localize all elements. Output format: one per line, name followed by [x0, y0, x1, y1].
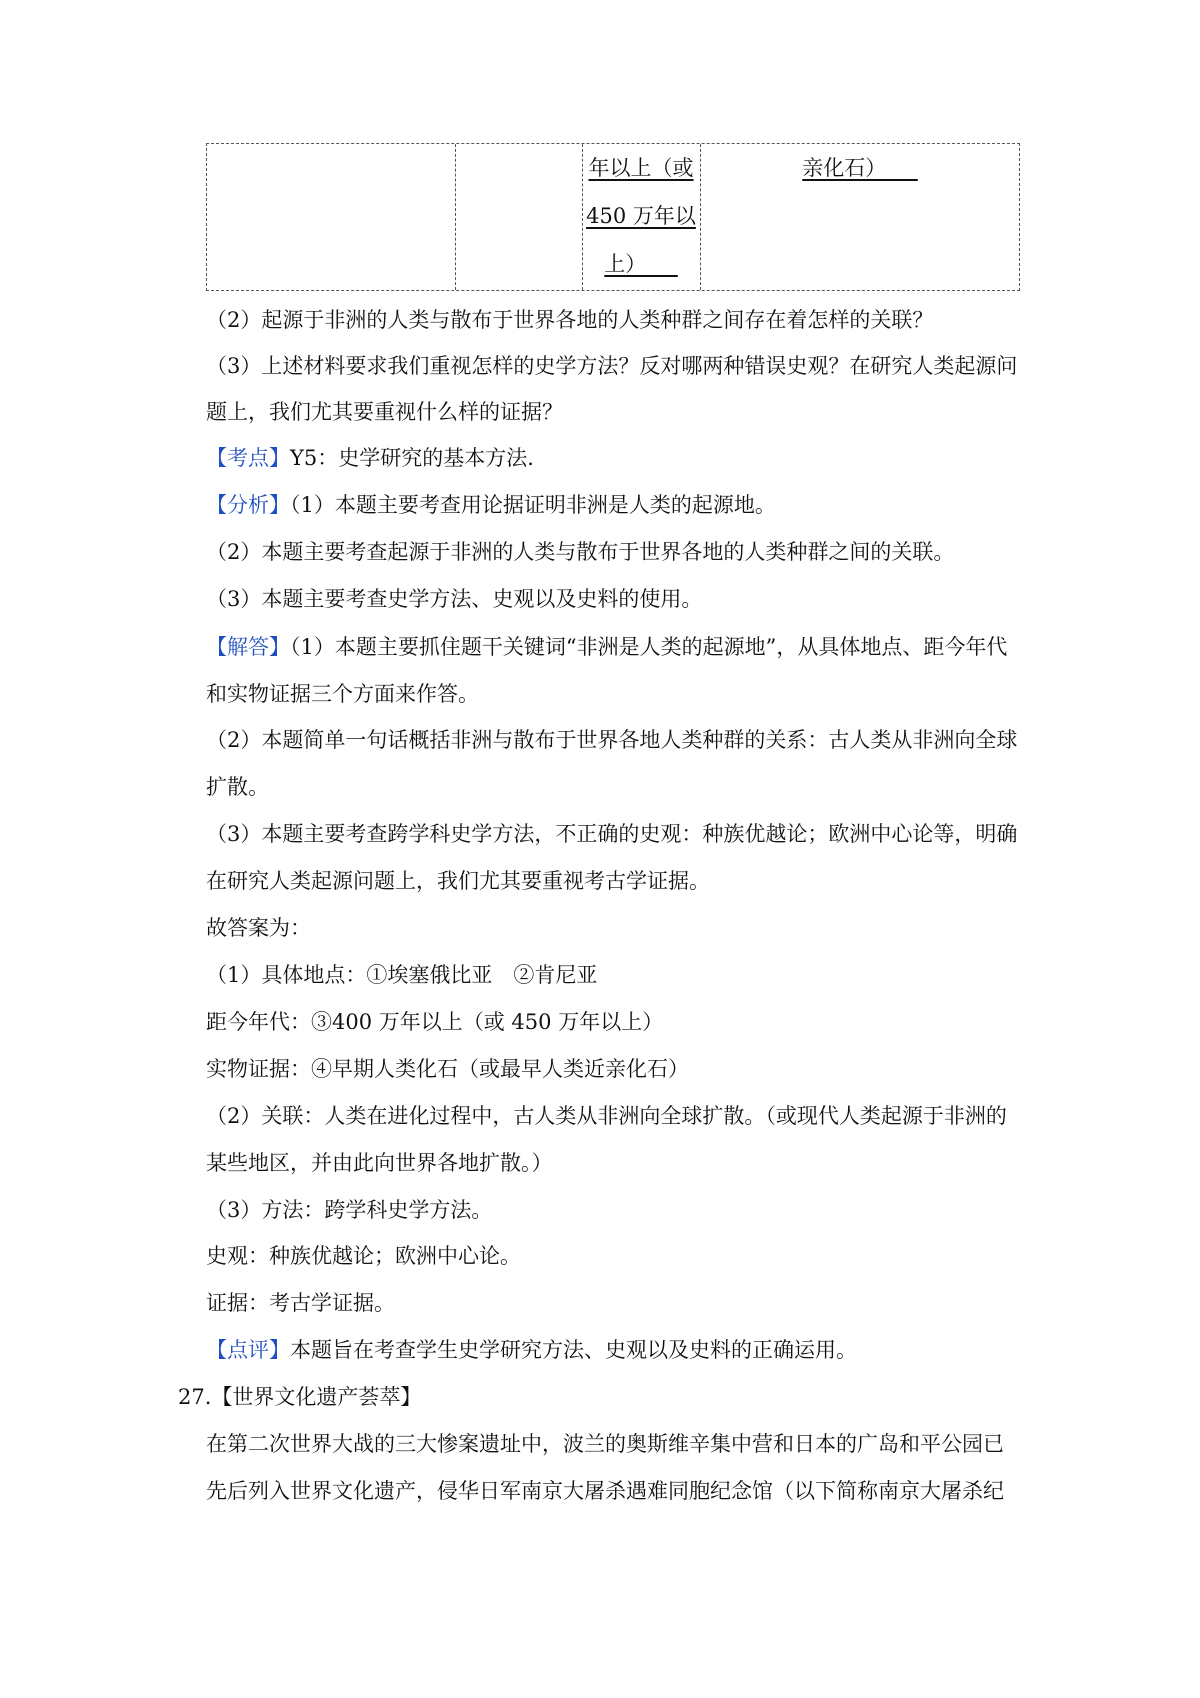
- cell-line: 450 万年以: [586, 204, 696, 228]
- answer-intro: 故答案为：: [206, 916, 311, 940]
- cell-line: 上）___: [604, 252, 678, 276]
- dianping-line: [206, 1335, 857, 1365]
- jieda-2b: 扩散。: [206, 775, 269, 799]
- jieda-line: [206, 632, 1007, 662]
- answer-table: [206, 143, 1020, 291]
- question-3: （3）上述材料要求我们重视怎样的史学方法？反对哪两种错误史观？在研究人类起源问: [206, 354, 1018, 378]
- question-title: 【世界文化遗产荟萃】: [211, 1385, 422, 1409]
- question-2: （2）起源于非洲的人类与散布于世界各地的人类种群之间存在着怎样的关联？: [206, 308, 934, 332]
- fenxi-text: （1）本题主要考查用论据证明非洲是人类的起源地。: [290, 493, 776, 517]
- jieda-text: （1）本题主要抓住题干关键词“非洲是人类的起源地”，从具体地点、距今年代: [290, 635, 1008, 659]
- table-divider: [455, 144, 456, 290]
- kaodian-text: Y5：史学研究的基本方法.: [290, 446, 534, 470]
- question-number: 27.: [178, 1385, 212, 1409]
- question-27-heading: [178, 1382, 421, 1412]
- fenxi-2: （2）本题主要考查起源于非洲的人类与散布于世界各地的人类种群之间的关联。: [206, 540, 955, 564]
- q27-paragraph-1: 在第二次世界大战的三大惨案遗址中，波兰的奥斯维辛集中营和日本的广岛和平公园已: [206, 1432, 1004, 1456]
- question-3-cont: 题上，我们尤其要重视什么样的证据？: [206, 400, 563, 424]
- fenxi-tag: 【分析】: [206, 493, 290, 517]
- jieda-3a: （3）本题主要考查跨学科史学方法，不正确的史观：种族优越论；欧洲中心论等，明确: [206, 822, 1018, 846]
- answer-5: （3）方法：跨学科史学方法。: [206, 1198, 493, 1222]
- answer-2: 距今年代：③400 万年以上（或 450 万年以上）: [206, 1010, 664, 1034]
- table-cell-date: [582, 144, 700, 288]
- cell-line: 亲化石）___: [802, 156, 918, 180]
- jieda-3b: 在研究人类起源问题上，我们尤其要重视考古学证据。: [206, 869, 710, 893]
- answer-4a: （2）关联：人类在进化过程中，古人类从非洲向全球扩散。（或现代人类起源于非洲的: [206, 1104, 1007, 1128]
- answer-4b: 某些地区，并由此向世界各地扩散。）: [206, 1151, 553, 1175]
- jieda-tag: 【解答】: [206, 635, 290, 659]
- q27-paragraph-2: 先后列入世界文化遗产，侵华日军南京大屠杀遇难同胞纪念馆（以下简称南京大屠杀纪: [206, 1479, 1004, 1503]
- kaodian-line: [206, 443, 534, 473]
- answer-1: （1）具体地点：①埃塞俄比亚 ②肯尼亚: [206, 963, 598, 987]
- fenxi-line: [206, 490, 776, 520]
- answer-3: 实物证据：④早期人类化石（或最早人类近亲化石）: [206, 1057, 689, 1081]
- answer-7: 证据：考古学证据。: [206, 1291, 395, 1315]
- jieda-2a: （2）本题简单一句话概括非洲与散布于世界各地人类种群的关系：古人类从非洲向全球: [206, 728, 1018, 752]
- dianping-text: 本题旨在考查学生史学研究方法、史观以及史料的正确运用。: [290, 1338, 857, 1362]
- fenxi-3: （3）本题主要考查史学方法、史观以及史料的使用。: [206, 587, 703, 611]
- jieda-1b: 和实物证据三个方面来作答。: [206, 682, 479, 706]
- answer-6: 史观：种族优越论；欧洲中心论。: [206, 1244, 521, 1268]
- kaodian-tag: 【考点】: [206, 446, 290, 470]
- cell-line: 年以上（或: [588, 156, 694, 180]
- table-cell-evidence: [700, 144, 1020, 192]
- dianping-tag: 【点评】: [206, 1338, 290, 1362]
